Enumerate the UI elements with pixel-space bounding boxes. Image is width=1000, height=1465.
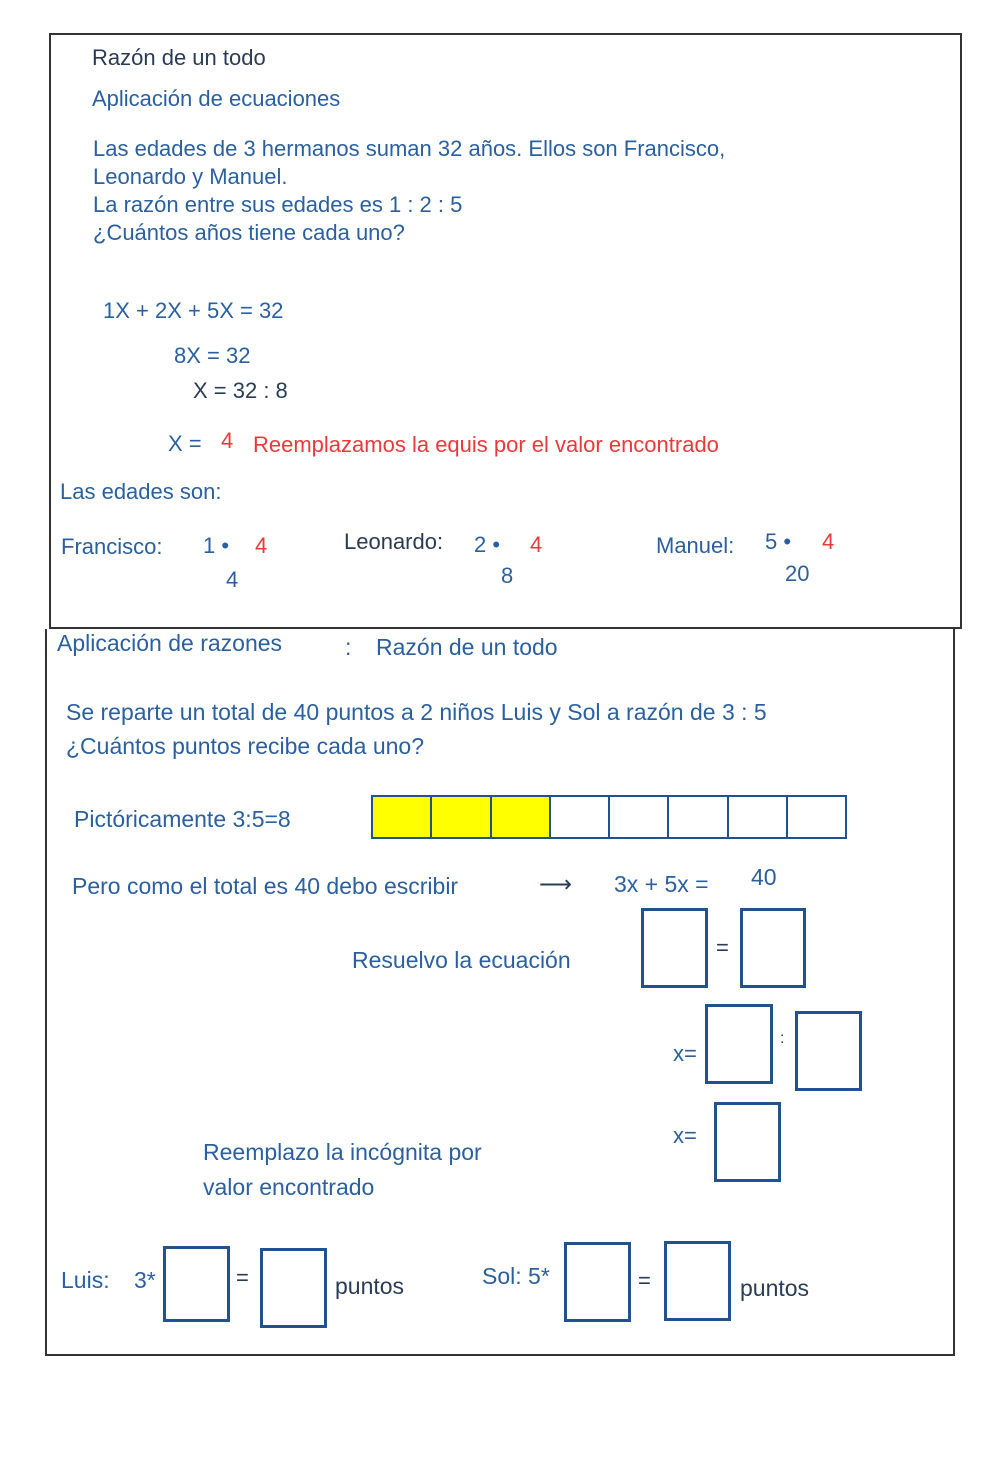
- ratio-bar-cell-empty: [788, 797, 845, 837]
- replace-line-1: Reemplazo la incógnita por: [203, 1139, 482, 1165]
- leonardo-label: Leonardo:: [344, 529, 444, 554]
- problem-line-2: Leonardo y Manuel.: [93, 164, 288, 189]
- div-sign: :: [780, 1030, 785, 1047]
- x-equals-label-1: x=: [673, 1041, 697, 1066]
- luis-mult: 3*: [134, 1267, 156, 1293]
- ages-label: Las edades son:: [60, 479, 222, 504]
- equation-step-4-left: X =: [168, 431, 202, 456]
- ratio-bar-cell-empty: [610, 797, 669, 837]
- top-subtitle: Aplicación de ecuaciones: [92, 86, 341, 111]
- francisco-result: 4: [226, 567, 239, 592]
- problem-line-3: La razón entre sus edades es 1 : 2 : 5: [93, 192, 463, 217]
- solve-answer-box-right[interactable]: [740, 908, 806, 988]
- bottom-header-right: Razón de un todo: [376, 634, 558, 660]
- ratio-bar: [371, 795, 847, 839]
- solve-equals: =: [716, 935, 729, 960]
- francisco-label: Francisco:: [61, 534, 163, 559]
- solve-label: Resuelvo la ecuación: [352, 947, 571, 973]
- leonardo-result: 8: [501, 563, 514, 588]
- problem-line-1: Las edades de 3 hermanos suman 32 años. Ellos son Francisco,: [93, 136, 726, 161]
- equation-text: 3x + 5x =: [614, 871, 709, 897]
- luis-puntos: puntos: [335, 1273, 405, 1299]
- francisco-x: 4: [255, 533, 268, 558]
- manuel-result: 20: [785, 561, 810, 586]
- equation-step-2: 8X = 32: [174, 343, 251, 368]
- luis-factor-box[interactable]: [163, 1246, 230, 1322]
- pictoric-label: Pictóricamente 3:5=8: [74, 806, 291, 832]
- total-text: Pero como el total es 40 debo escribir: [72, 873, 459, 899]
- sol-result-box[interactable]: [664, 1241, 731, 1321]
- ratio-bar-cell-empty: [551, 797, 610, 837]
- sol-equals: =: [638, 1268, 651, 1293]
- solve-answer-box-left[interactable]: [641, 908, 708, 988]
- bottom-header-sep: :: [345, 634, 352, 660]
- equation-step-1: 1X + 2X + 5X = 32: [103, 298, 284, 323]
- ratio-bar-cell-filled: [373, 797, 432, 837]
- sol-label: Sol: 5*: [482, 1263, 550, 1289]
- arrow-icon: ⟶: [539, 871, 572, 897]
- ratio-bar-cell-filled: [492, 797, 551, 837]
- francisco-expr: 1 •: [203, 533, 230, 558]
- manuel-label: Manuel:: [656, 533, 735, 558]
- luis-equals: =: [236, 1265, 249, 1290]
- leonardo-expr: 2 •: [474, 532, 501, 557]
- luis-result-box[interactable]: [260, 1248, 327, 1328]
- problem-line-4: ¿Cuántos años tiene cada uno?: [93, 220, 405, 245]
- x-divisor-box[interactable]: [795, 1011, 862, 1091]
- bottom-problem-line-2: ¿Cuántos puntos recibe cada uno?: [66, 733, 425, 759]
- ratio-bar-cell-empty: [669, 797, 728, 837]
- replacement-note: Reemplazamos la equis por el valor encontrado: [253, 432, 719, 457]
- manuel-x: 4: [822, 529, 835, 554]
- top-title: Razón de un todo: [92, 45, 266, 70]
- leonardo-x: 4: [530, 532, 543, 557]
- bottom-problem-line-1: Se reparte un total de 40 puntos a 2 niños Luis y Sol a razón de 3 : 5: [66, 699, 767, 725]
- ratio-bar-cell-filled: [432, 797, 491, 837]
- equation-step-4-value: 4: [221, 428, 234, 453]
- sol-factor-box[interactable]: [564, 1242, 631, 1322]
- sol-puntos: puntos: [740, 1275, 810, 1301]
- ratio-bar-cell-empty: [729, 797, 788, 837]
- x-result-box[interactable]: [714, 1102, 781, 1182]
- equation-step-3: X = 32 : 8: [193, 378, 288, 403]
- bottom-header-left: Aplicación de razones: [57, 630, 283, 656]
- x-dividend-box[interactable]: [705, 1004, 773, 1084]
- x-equals-label-2: x=: [673, 1123, 697, 1148]
- replace-line-2: valor encontrado: [203, 1174, 375, 1200]
- manuel-expr: 5 •: [765, 529, 792, 554]
- luis-label: Luis:: [61, 1267, 110, 1293]
- equation-value: 40: [751, 864, 777, 890]
